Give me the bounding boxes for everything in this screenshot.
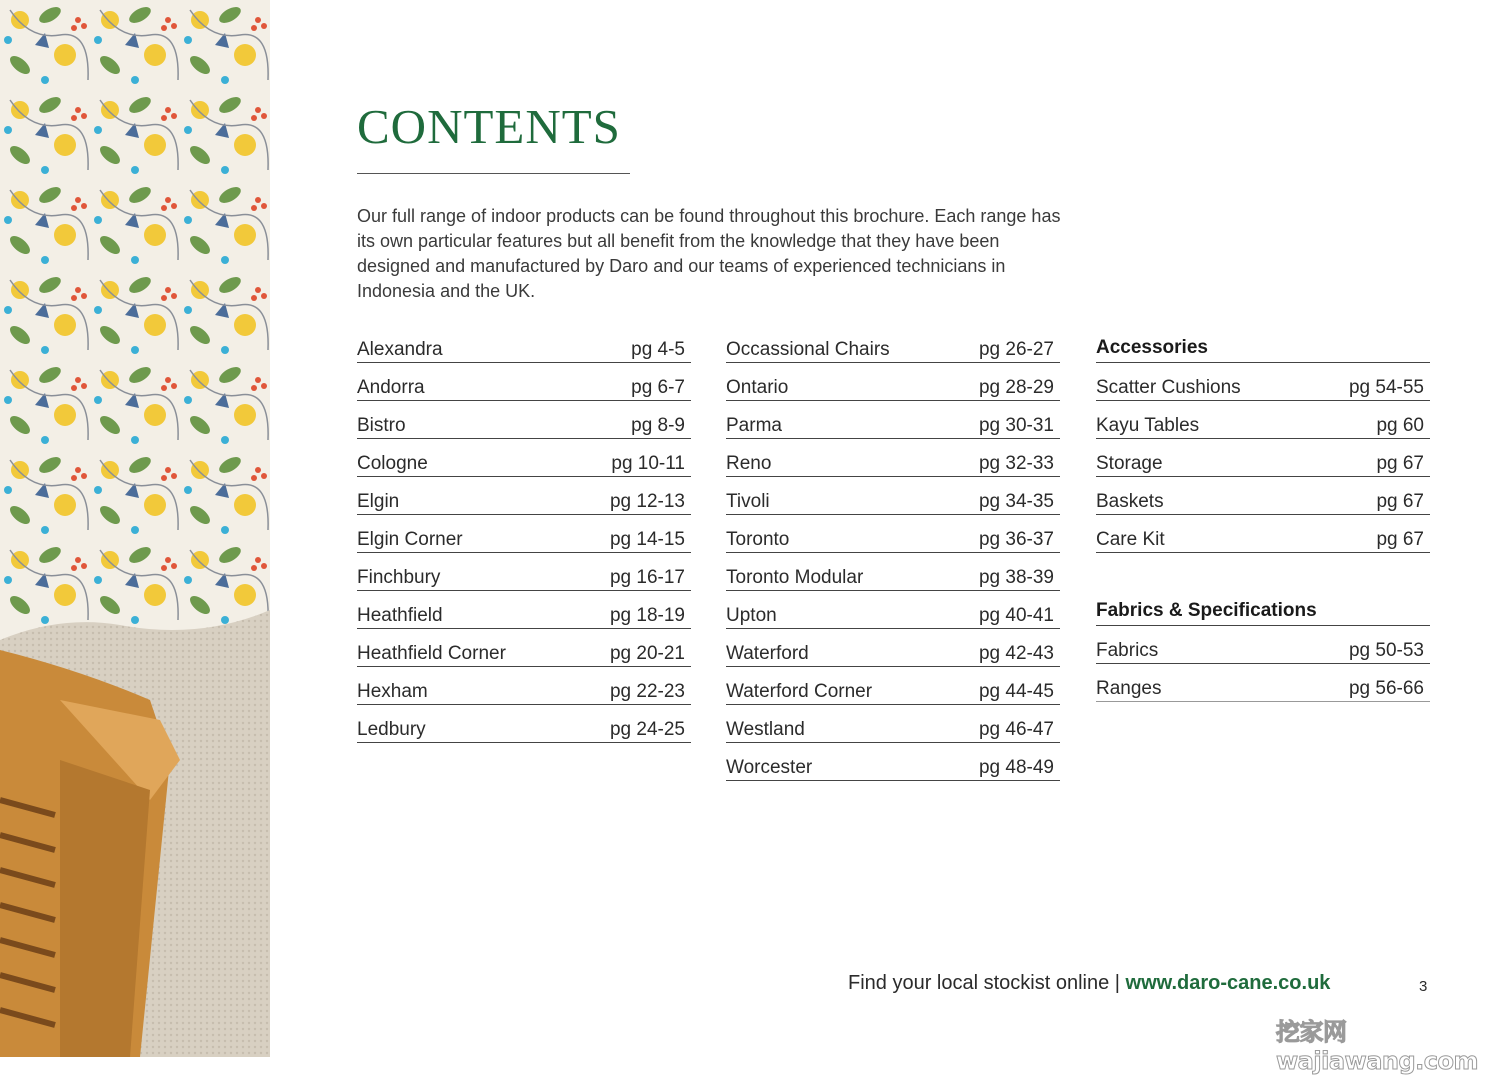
range-name: Hexham	[357, 681, 428, 702]
contents-row	[1096, 516, 1430, 553]
footer	[848, 972, 1330, 995]
page-reference: pg 67	[1376, 529, 1424, 550]
range-name: Toronto	[726, 529, 790, 550]
range-name: Ranges	[1096, 678, 1162, 699]
range-name: Occassional Chairs	[726, 339, 890, 360]
contents-row	[726, 630, 1060, 667]
range-name: Waterford	[726, 643, 809, 664]
product-photo	[0, 0, 270, 1057]
contents-row	[726, 326, 1060, 363]
contents-row	[1096, 478, 1430, 515]
contents-row	[357, 326, 691, 363]
contents-row	[357, 630, 691, 667]
contents-row	[1096, 665, 1430, 702]
contents-column-2	[726, 326, 1060, 782]
page-reference: pg 10-11	[611, 453, 685, 474]
page-reference: pg 67	[1376, 491, 1424, 512]
page-reference: pg 8-9	[631, 415, 685, 436]
range-name: Toronto Modular	[726, 567, 864, 588]
page-reference: pg 30-31	[978, 415, 1054, 436]
contents-row	[357, 402, 691, 439]
page-reference: pg 50-53	[1348, 640, 1424, 661]
page-number: 3	[1419, 978, 1428, 995]
contents-row	[726, 478, 1060, 515]
title-divider	[357, 173, 630, 174]
contents-row	[726, 744, 1060, 781]
range-name: Ledbury	[357, 719, 426, 740]
page-reference: pg 12-13	[609, 491, 685, 512]
contents-row	[726, 668, 1060, 705]
contents-row	[726, 402, 1060, 439]
accessories-heading: Accessories	[1096, 326, 1430, 363]
contents-row	[726, 440, 1060, 477]
contents-row	[357, 440, 691, 477]
contents-row	[726, 516, 1060, 553]
contents-row	[357, 592, 691, 629]
contents-row	[357, 364, 691, 401]
range-name: Parma	[726, 415, 782, 436]
contents-row	[726, 706, 1060, 743]
website-link[interactable]: www.daro-cane.co.uk	[1125, 972, 1331, 994]
contents-row	[357, 706, 691, 743]
page-reference: pg 18-19	[609, 605, 685, 626]
contents-row	[357, 554, 691, 591]
contents-row	[726, 554, 1060, 591]
page-reference: pg 28-29	[978, 377, 1054, 398]
range-name: Fabrics	[1096, 640, 1159, 661]
page-reference: pg 42-43	[978, 643, 1054, 664]
page-reference: pg 44-45	[978, 681, 1054, 702]
range-name: Elgin Corner	[357, 529, 463, 550]
range-name: Finchbury	[357, 567, 441, 588]
watermark: 挖家网 wajiawang.com	[1276, 1018, 1478, 1075]
range-name: Ontario	[726, 377, 789, 398]
page-reference: pg 22-23	[609, 681, 685, 702]
range-name: Kayu Tables	[1096, 415, 1200, 436]
page-reference: pg 26-27	[978, 339, 1054, 360]
range-name: Reno	[726, 453, 772, 474]
range-name: Storage	[1096, 453, 1163, 474]
page-reference: pg 40-41	[978, 605, 1054, 626]
range-name: Scatter Cushions	[1096, 377, 1241, 398]
contents-row	[1096, 627, 1430, 664]
page-title: CONTENTS	[357, 99, 621, 154]
range-name: Tivoli	[726, 491, 770, 512]
page-reference: pg 32-33	[978, 453, 1054, 474]
contents-row	[1096, 402, 1430, 439]
range-name: Heathfield Corner	[357, 643, 506, 664]
page-reference: pg 34-35	[978, 491, 1054, 512]
contents-row	[357, 478, 691, 515]
page-reference: pg 48-49	[978, 757, 1054, 778]
page-reference: pg 38-39	[978, 567, 1054, 588]
page-reference: pg 46-47	[978, 719, 1054, 740]
contents-row	[357, 516, 691, 553]
range-name: Cologne	[357, 453, 428, 474]
page-reference: pg 6-7	[631, 377, 685, 398]
range-name: Heathfield	[357, 605, 443, 626]
contents-row	[1096, 440, 1430, 477]
page-reference: pg 60	[1376, 415, 1424, 436]
range-name: Care Kit	[1096, 529, 1165, 550]
page-reference: pg 4-5	[631, 339, 685, 360]
page-reference: pg 14-15	[609, 529, 685, 550]
contents-column-1	[357, 326, 691, 744]
page-reference: pg 16-17	[609, 567, 685, 588]
fabrics-section	[1096, 589, 1430, 702]
page-reference: pg 56-66	[1348, 678, 1424, 699]
page-reference: pg 20-21	[609, 643, 685, 664]
range-name: Bistro	[357, 415, 406, 436]
page-reference: pg 24-25	[609, 719, 685, 740]
range-name: Worcester	[726, 757, 813, 778]
footer-text: Find your local stockist online |	[848, 972, 1126, 994]
contents-row	[726, 364, 1060, 401]
page-reference: pg 54-55	[1348, 377, 1424, 398]
range-name: Waterford Corner	[726, 681, 873, 702]
range-name: Baskets	[1096, 491, 1164, 512]
range-name: Alexandra	[357, 339, 443, 360]
intro-paragraph: Our full range of indoor products can be found throughout this brochure. Each range has its own particular features but all benefit from the knowledge that they have been designed and manufactured by Daro and our teams of experienced technicians in Indonesia and the UK.	[357, 206, 1061, 301]
fabrics-heading: Fabrics & Specifications	[1096, 589, 1430, 626]
contents-row	[1096, 364, 1430, 401]
contents-row	[726, 592, 1060, 629]
range-name: Elgin	[357, 491, 400, 512]
range-name: Upton	[726, 605, 777, 626]
contents-column-3	[1096, 326, 1430, 703]
page-reference: pg 36-37	[978, 529, 1054, 550]
range-name: Andorra	[357, 377, 425, 398]
contents-row	[357, 668, 691, 705]
page-reference: pg 67	[1376, 453, 1424, 474]
range-name: Westland	[726, 719, 805, 740]
